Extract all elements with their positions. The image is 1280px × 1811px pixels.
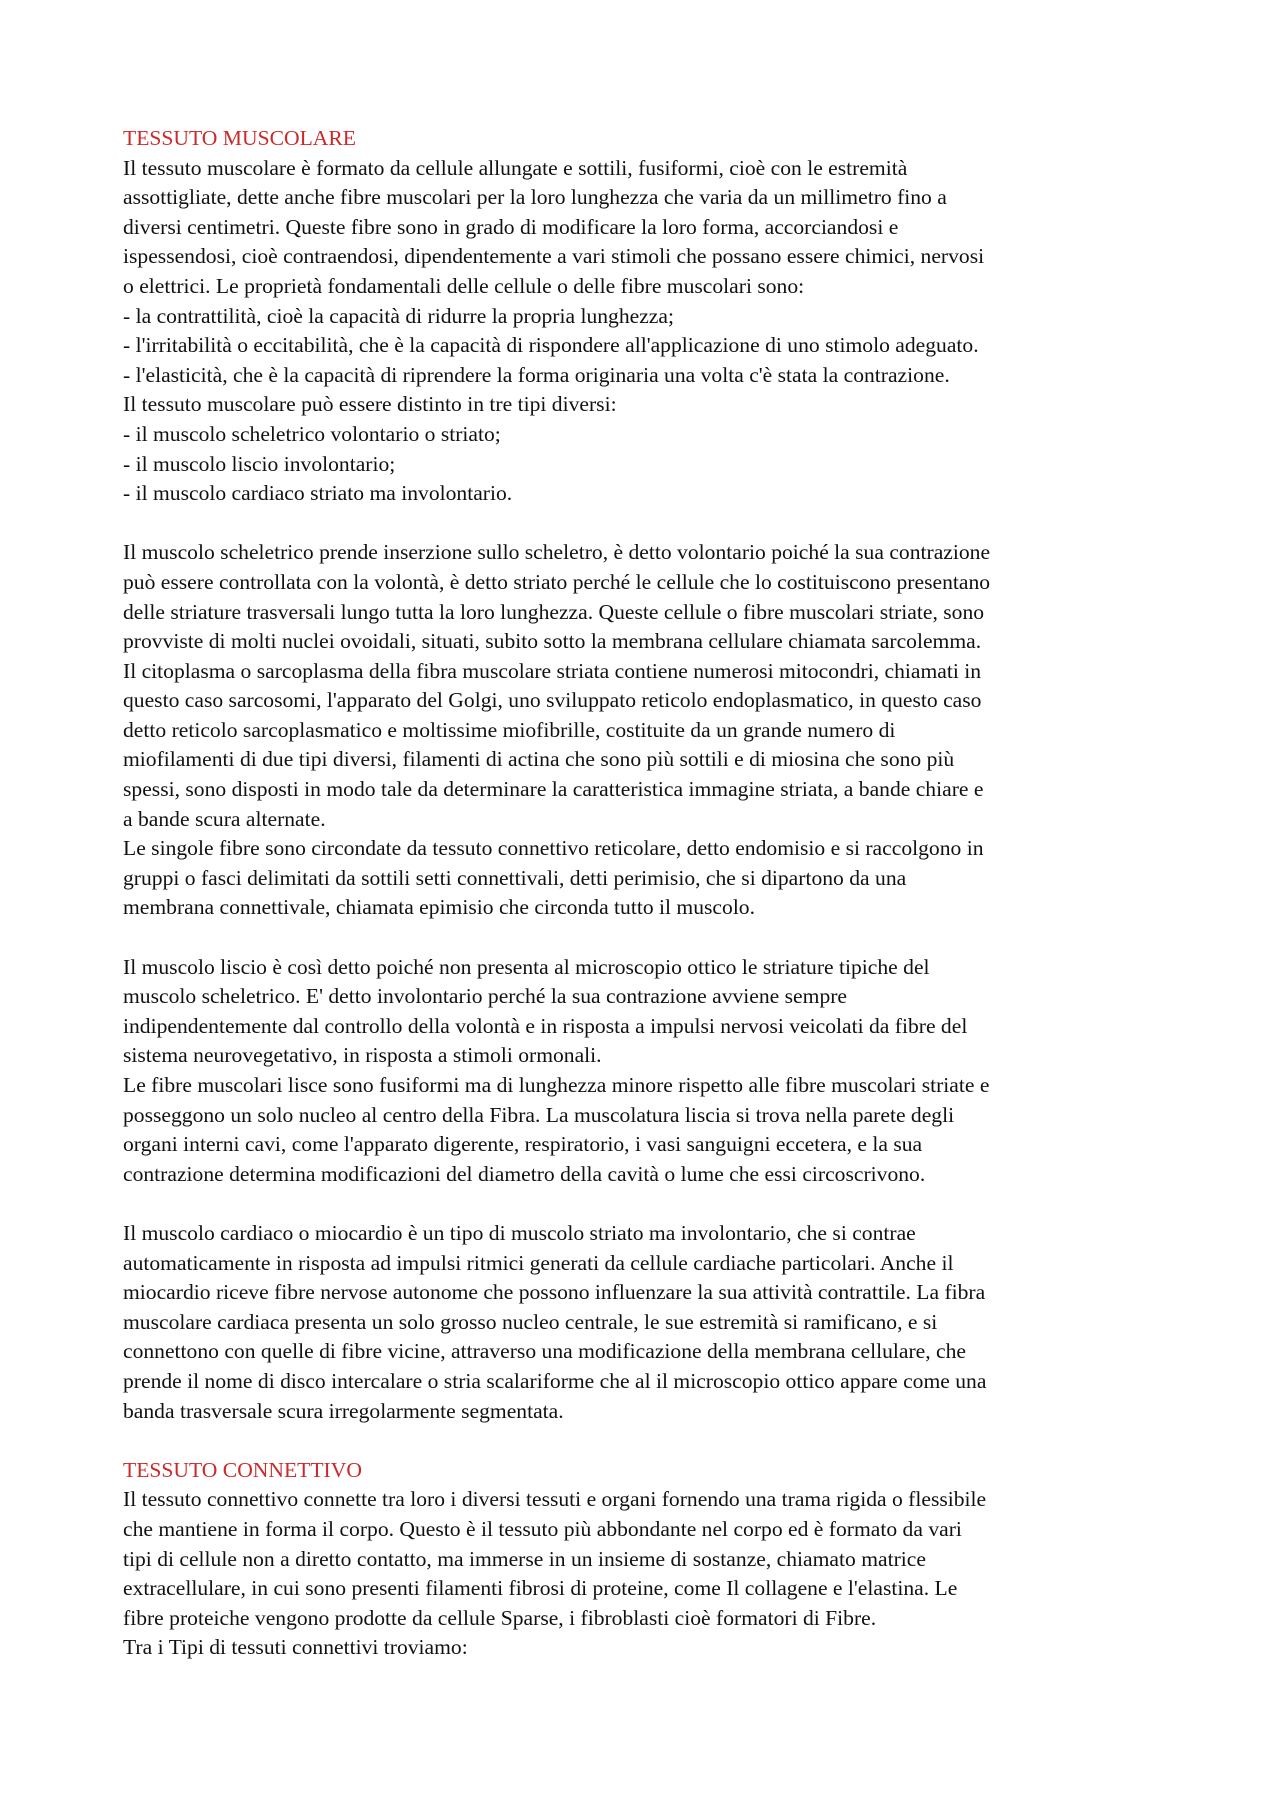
text-line: fibre proteiche vengono prodotte da cellule Sparse, i fibroblasti cioè formatori di Fibre. (123, 1605, 877, 1630)
text-line: delle striature trasversali lungo tutta la loro lunghezza. Queste cellule o fibre muscolari striate, sono (123, 599, 985, 624)
paragraph-spacer (123, 1189, 1175, 1219)
text-line: Il tessuto muscolare è formato da cellule allungate e sottili, fusiformi, cioè con le estremità (123, 155, 908, 180)
paragraph (123, 953, 1175, 1190)
text-line: spessi, sono disposti in modo tale da determinare la caratteristica immagine striata, a bande chiare e (123, 777, 984, 802)
text-line: Il tessuto muscolare può essere distinto in tre tipi diversi: (123, 392, 617, 417)
text-line: questo caso sarcosomi, l'apparato del Golgi, uno sviluppato reticolo endoplasmatico, in questo caso (123, 688, 982, 713)
text-line: assottigliate, dette anche fibre muscolari per la loro lunghezza che varia da un millimetro fino a (123, 185, 947, 210)
text-line: Il citoplasma o sarcoplasma della fibra muscolare striata contiene numerosi mitocondri, chiamati in (123, 658, 982, 683)
text-line: - l'irritabilità o eccitabilità, che è la capacità di rispondere all'applicazione di uno stimolo adeguato. (123, 333, 979, 358)
text-line: ispessendosi, cioè contraendosi, dipendentemente a vari stimoli che possano essere chimici, nervosi (123, 244, 985, 269)
paragraph-spacer (123, 923, 1175, 953)
paragraph (123, 154, 1175, 509)
section-heading: TESSUTO CONNETTIVO (123, 1457, 362, 1482)
text-line: che mantiene in forma il corpo. Questo è il tessuto più abbondante nel corpo ed è formato da vari (123, 1516, 962, 1541)
paragraph-spacer (123, 509, 1175, 539)
text-line: Il tessuto connettivo connette tra loro i diversi tessuti e organi fornendo una trama rigida o flessibile (123, 1487, 987, 1512)
section-spacer (123, 1426, 1175, 1456)
document-page (123, 124, 1175, 1663)
text-line: muscolare cardiaca presenta un solo grosso nucleo centrale, le sue estremità si ramificano, e si (123, 1309, 938, 1334)
text-line: Il muscolo scheletrico prende inserzione sullo scheletro, è detto volontario poiché la sua contrazione (123, 540, 991, 565)
text-line: - l'elasticità, che è la capacità di riprendere la forma originaria una volta c'è stata la contrazione. (123, 362, 950, 387)
text-line: - il muscolo liscio involontario; (123, 451, 396, 476)
text-line: diversi centimetri. Queste fibre sono in grado di modificare la loro forma, accorciandosi e (123, 214, 899, 239)
text-line: a bande scura alternate. (123, 806, 326, 831)
text-line: miocardio riceve fibre nervose autonome che possono influenzare la sua attività contrattile. La fibra (123, 1280, 986, 1305)
text-line: - il muscolo scheletrico volontario o striato; (123, 421, 501, 446)
text-line: Le singole fibre sono circondate da tessuto connettivo reticolare, detto endomisio e si raccolgono in (123, 836, 984, 861)
text-line: può essere controllata con la volontà, è detto striato perché le cellule che lo costituiscono presentano (123, 569, 991, 594)
text-line: miofilamenti di due tipi diversi, filamenti di actina che sono più sottili e di miosina che sono più (123, 747, 955, 772)
text-line: membrana connettivale, chiamata epimisio che circonda tutto il muscolo. (123, 895, 756, 920)
text-line: prende il nome di disco intercalare o stria scalariforme che al il microscopio ottico appare come una (123, 1368, 987, 1393)
text-line: Il muscolo liscio è così detto poiché non presenta al microscopio ottico le striature tipiche del (123, 954, 930, 979)
text-line: Le fibre muscolari lisce sono fusiformi ma di lunghezza minore rispetto alle fibre muscolari striate e (123, 1073, 990, 1097)
paragraph (123, 1485, 1175, 1663)
paragraph (123, 1219, 1175, 1426)
text-line: contrazione determina modificazioni del diametro della cavità o lume che essi circoscrivono. (123, 1161, 926, 1186)
text-line: Tra i Tipi di tessuti connettivi troviamo: (123, 1635, 468, 1660)
text-line: Il muscolo cardiaco o miocardio è un tipo di muscolo striato ma involontario, che si contrae (123, 1220, 916, 1245)
text-line: banda trasversale scura irregolarmente segmentata. (123, 1398, 564, 1423)
text-line: - il muscolo cardiaco striato ma involontario. (123, 481, 513, 506)
text-line: indipendentemente dal controllo della volontà e in risposta a impulsi nervosi veicolati da fibre del (123, 1013, 968, 1038)
text-line: detto reticolo sarcoplasmatico e moltissime miofibrille, costituite da un grande numero di (123, 717, 896, 742)
text-line: posseggono un solo nucleo al centro della Fibra. La muscolatura liscia si trova nella parete degli (123, 1102, 955, 1127)
text-line: connettono con quelle di fibre vicine, attraverso una modificazione della membrana cellulare, che (123, 1339, 966, 1364)
text-line: o elettrici. Le proprietà fondamentali delle cellule o delle fibre muscolari sono: (123, 273, 805, 298)
section-heading: TESSUTO MUSCOLARE (123, 126, 356, 150)
text-line: automaticamente in risposta ad impulsi ritmici generati da cellule cardiache particolari. Anche il (123, 1250, 954, 1275)
text-line: tipi di cellule non a diretto contatto, ma immerse in un insieme di sostanze, chiamato matrice (123, 1546, 926, 1571)
text-line: sistema neurovegetativo, in risposta a stimoli ormonali. (123, 1043, 602, 1068)
text-line: organi interni cavi, come l'apparato digerente, respiratorio, i vasi sanguigni eccetera, e la sua (123, 1132, 923, 1157)
text-line: extracellulare, in cui sono presenti filamenti fibrosi di proteine, come Il collagene e l'elastina. Le (123, 1576, 958, 1601)
paragraph (123, 538, 1175, 923)
text-line: gruppi o fasci delimitati da sottili setti connettivali, detti perimisio, che si dipartono da una (123, 865, 907, 890)
text-line: - la contrattilità, cioè la capacità di ridurre la propria lunghezza; (123, 303, 674, 328)
text-line: provviste di molti nuclei ovoidali, situati, subito sotto la membrana cellulare chiamata sarcolemma. (123, 629, 982, 654)
text-line: muscolo scheletrico. E' detto involontario perché la sua contrazione avviene sempre (123, 984, 848, 1009)
